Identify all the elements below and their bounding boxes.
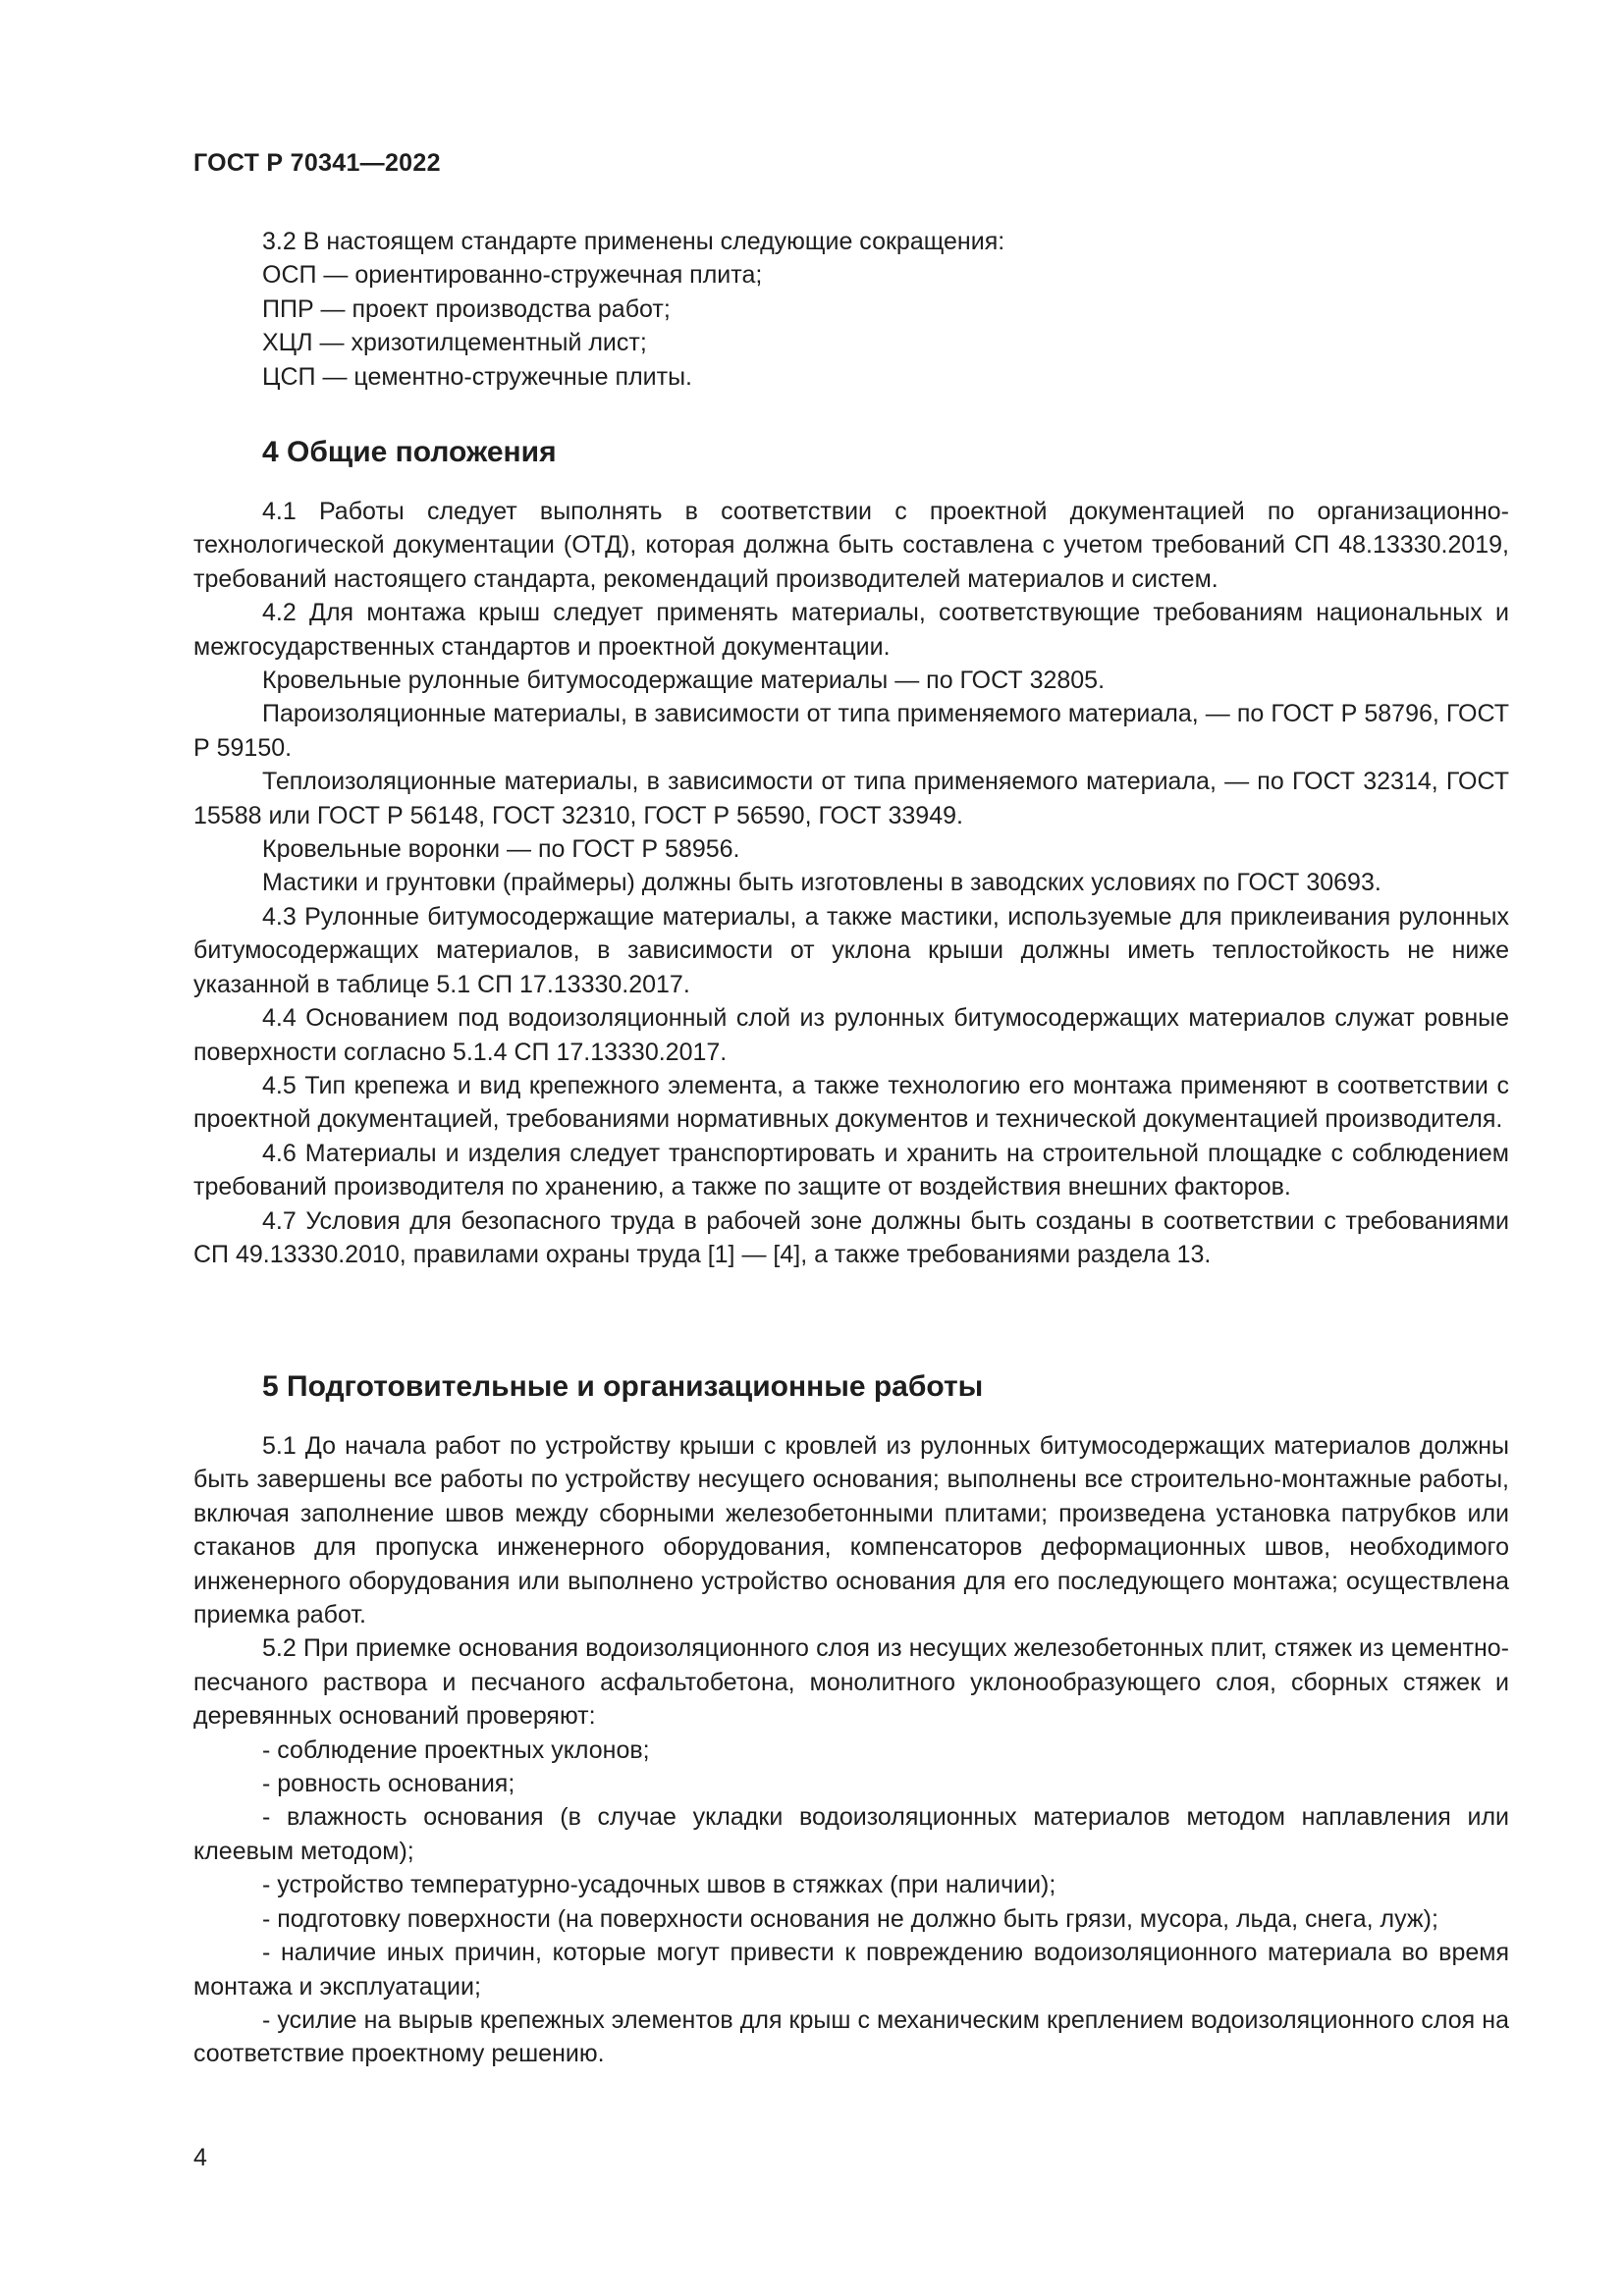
section-4-title: 4 Общие положения <box>262 436 557 468</box>
abbreviation-item: ОСП — ориентированно-стружечная плита; <box>262 261 763 290</box>
paragraph-4-6: 4.6 Материалы и изделия следует транспортировать и хранить на строительной площадке с соблюдением требований производителя по хранению, а также по защите от воздействия внешних факторов. <box>193 1139 1509 1201</box>
paragraph-4-1: 4.1 Работы следует выполнять в соответствии с проектной документацией по организационно-технологической документации (ОТД), которая должна быть составлена с учетом требований СП 48.13330.2019, требований настоящего стандарта, рекомендаций производителей материалов и систем. <box>193 498 1509 593</box>
list-item: - подготовку поверхности (на поверхности основания не должно быть грязи, мусора, льда, снега, луж); <box>262 1904 1438 1933</box>
paragraph-4-4: 4.4 Основанием под водоизоляционный слой из рулонных битумосодержащих материалов служат ровные поверхности согласно 5.1.4 СП 17.13330.2017. <box>193 1004 1509 1066</box>
paragraph-thermal-insulation: Теплоизоляционные материалы, в зависимости от типа применяемого материала, — по ГОСТ 32314, ГОСТ 15588 или ГОСТ Р 56148, ГОСТ 32310, ГОСТ Р 56590, ГОСТ 33949. <box>193 768 1509 829</box>
page-number: 4 <box>193 2144 207 2171</box>
list-item: - ровность основания; <box>262 1770 515 1798</box>
abbreviation-item: ППР — проект производства работ; <box>262 294 671 323</box>
paragraph-5-2: 5.2 При приемке основания водоизоляционного слоя из несущих железобетонных плит, стяжек из цементно-песчаного раствора и песчаного асфальтобетона, монолитного уклонообразующего слоя, сборных стяжек и деревянных оснований проверяют: <box>193 1634 1509 1731</box>
abbreviations-block <box>193 225 1509 394</box>
document-code-header: ГОСТ Р 70341—2022 <box>193 149 441 177</box>
abbreviations-intro: 3.2 В настоящем стандарте применены следующие сокращения: <box>262 228 1005 255</box>
section-5-title: 5 Подготовительные и организационные работы <box>262 1370 984 1403</box>
paragraph-roof-drains: Кровельные воронки — по ГОСТ Р 58956. <box>262 835 740 864</box>
paragraph-mastics-primers: Мастики и грунтовки (праймеры) должны быть изготовлены в заводских условиях по ГОСТ 30693. <box>262 869 1381 897</box>
section-5-body <box>193 1429 1509 2071</box>
paragraph-4-7: 4.7 Условия для безопасного труда в рабочей зоне должны быть созданы в соответствии с требованиями СП 49.13330.2010, правилами охраны труда [1] — [4], а также требованиями раздела 13. <box>193 1206 1509 1268</box>
list-item: - влажность основания (в случае укладки водоизоляционных материалов методом наплавления или клеевым методом); <box>193 1803 1509 1865</box>
list-item: - соблюдение проектных уклонов; <box>262 1735 650 1764</box>
paragraph-4-3: 4.3 Рулонные битумосодержащие материалы, а также мастики, используемые для приклеивания рулонных битумосодержащих материалов, в зависимости от уклона крыши должны иметь теплостойкость не ниже указанной в таблице 5.1 СП 17.13330.2017. <box>193 902 1509 998</box>
list-item: - усилие на вырыв крепежных элементов для крыш с механическим креплением водоизоляционного слоя на соответствие проектному решению. <box>193 2005 1509 2068</box>
list-item: - устройство температурно-усадочных швов в стяжках (при наличии); <box>262 1871 1056 1899</box>
paragraph-4-5: 4.5 Тип крепежа и вид крепежного элемента, а также технологию его монтажа применяют в соответствии с проектной документацией, требованиями нормативных документов и технической документацией производителя. <box>193 1071 1509 1134</box>
paragraph-5-1: 5.1 До начала работ по устройству крыши с кровлей из рулонных битумосодержащих материалов должны быть завершены все работы по устройству несущего основания; выполнены все строительно-монтажные работы, включая заполнение швов между сборными железобетонными плитами; произведена установка патрубков или стаканов для пропуска инженерного оборудования, компенсаторов деформационных швов, необходимого инженерного оборудования или выполнено устройство основания для его последующего монтажа; осуществлена приемка работ. <box>193 1432 1509 1629</box>
abbreviation-item: ХЦЛ — хризотилцементный лист; <box>262 329 647 357</box>
paragraph-vapor-barrier: Пароизоляционные материалы, в зависимости от типа применяемого материала, — по ГОСТ Р 58796, ГОСТ Р 59150. <box>193 700 1509 762</box>
list-item: - наличие иных причин, которые могут привести к повреждению водоизоляционного материала во время монтажа и эксплуатации; <box>193 1939 1509 2001</box>
paragraph-roofing-materials: Кровельные рулонные битумосодержащие материалы — по ГОСТ 32805. <box>262 667 1106 695</box>
abbreviation-item: ЦСП — цементно-стружечные плиты. <box>262 362 692 391</box>
paragraph-4-2: 4.2 Для монтажа крыш следует применять материалы, соответствующие требованиям национальных и межгосударственных стандартов и проектной документации. <box>193 599 1509 661</box>
section-4-body <box>193 495 1509 1271</box>
